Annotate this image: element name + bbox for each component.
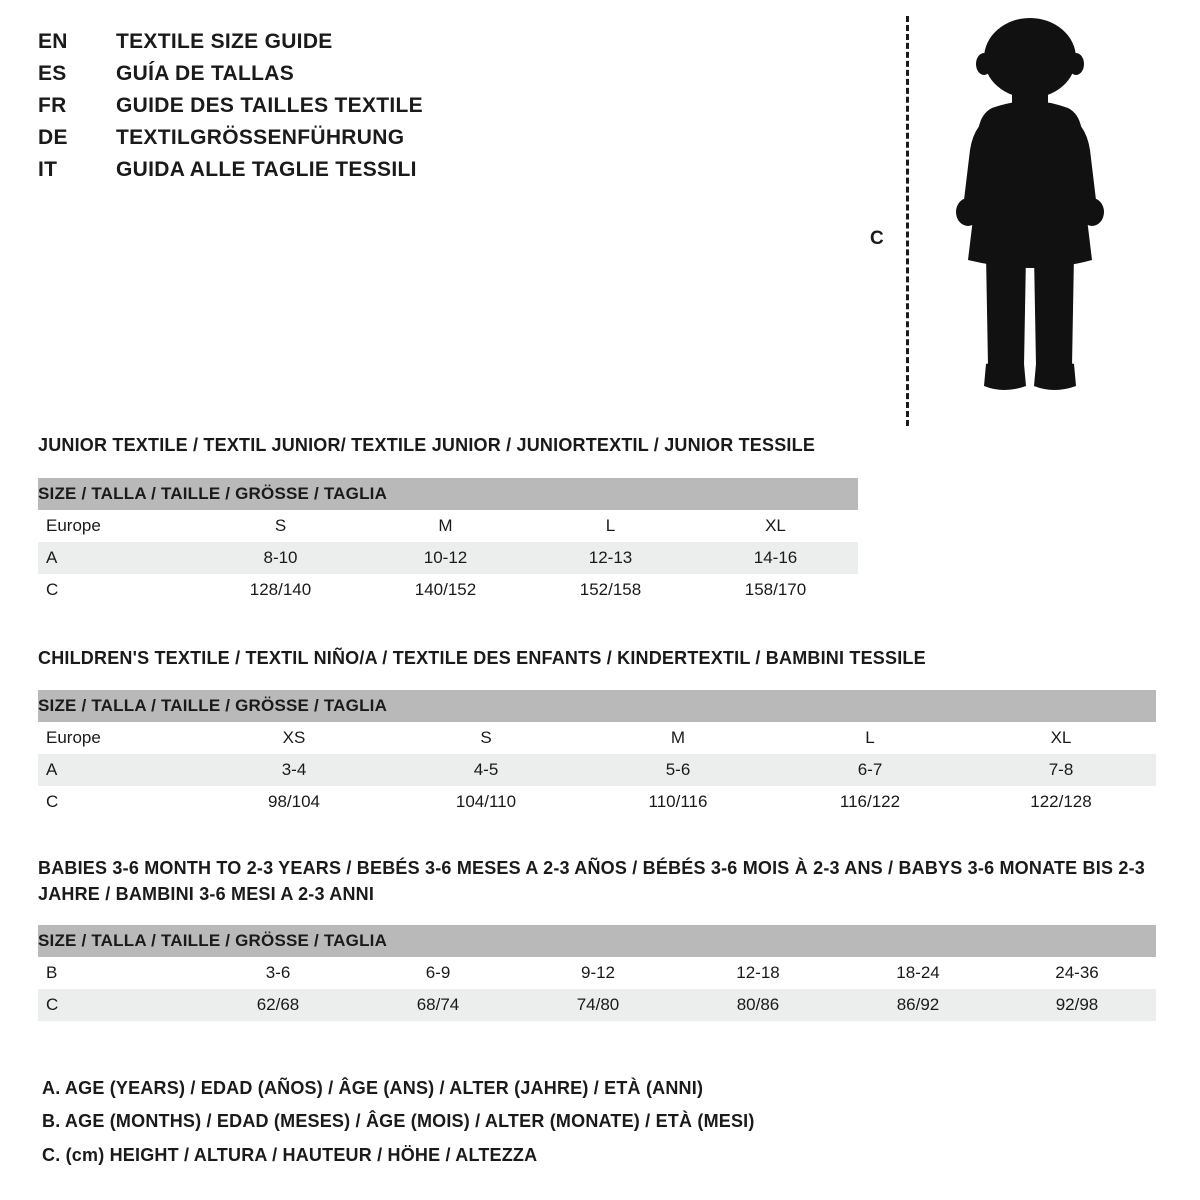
cell: 86/92 (838, 989, 998, 1021)
cell: S (390, 722, 582, 754)
legend-line-c: C. (cm) HEIGHT / ALTURA / HAUTEUR / HÖHE / ALTEZZA (42, 1144, 538, 1165)
table-babies (38, 925, 1156, 1021)
height-dashed-line (906, 16, 909, 426)
cell: 116/122 (774, 786, 966, 818)
table-banner: SIZE / TALLA / TAILLE / GRÖSSE / TAGLIA (38, 690, 1156, 722)
child-silhouette-icon (930, 16, 1130, 436)
row-label: C (38, 786, 198, 818)
table-row (38, 722, 1156, 754)
language-title: GUÍA DE TALLAS (116, 62, 295, 85)
language-code: EN (38, 30, 68, 53)
cell: M (582, 722, 774, 754)
cell: 62/68 (198, 989, 358, 1021)
cell: 18-24 (838, 957, 998, 989)
cell: 5-6 (582, 754, 774, 786)
language-title: GUIDE DES TAILLES TEXTILE (116, 94, 423, 117)
legend-line-b: B. AGE (MONTHS) / EDAD (MESES) / ÂGE (MOIS) / ALTER (MONATE) / ETÀ (MESI) (42, 1111, 755, 1132)
cell: 152/158 (528, 574, 693, 606)
cell: 10-12 (363, 542, 528, 574)
cell: 12-18 (678, 957, 838, 989)
language-row (38, 126, 658, 158)
language-title: GUIDA ALLE TAGLIE TESSILI (116, 158, 417, 181)
cell: M (363, 510, 528, 542)
language-title: TEXTILE SIZE GUIDE (116, 30, 333, 53)
measurement-figure (870, 10, 1130, 430)
language-code: DE (38, 126, 68, 149)
language-row (38, 94, 658, 126)
cell: L (774, 722, 966, 754)
row-label: B (38, 957, 198, 989)
cell: XL (693, 510, 858, 542)
section-title-junior: JUNIOR TEXTILE / TEXTIL JUNIOR/ TEXTILE JUNIOR / JUNIORTEXTIL / JUNIOR TESSILE (38, 435, 816, 455)
cell: XS (198, 722, 390, 754)
row-label: C (38, 989, 198, 1021)
language-row (38, 30, 658, 62)
table-banner: SIZE / TALLA / TAILLE / GRÖSSE / TAGLIA (38, 478, 858, 510)
legend-line-a: A. AGE (YEARS) / EDAD (AÑOS) / ÂGE (ANS) / ALTER (JAHRE) / ETÀ (ANNI) (42, 1078, 704, 1099)
table-junior (38, 478, 858, 606)
table-row (38, 989, 1156, 1021)
language-title: TEXTILGRÖSSENFÜHRUNG (116, 126, 405, 149)
table-banner: SIZE / TALLA / TAILLE / GRÖSSE / TAGLIA (38, 925, 1156, 957)
table-banner-row (38, 478, 858, 510)
cell: S (198, 510, 363, 542)
legend-block (42, 1072, 942, 1172)
language-code: ES (38, 62, 67, 85)
row-label: Europe (38, 510, 198, 542)
section-title-babies: BABIES 3-6 MONTH TO 2-3 YEARS / BEBÉS 3-6 MESES A 2-3 AÑOS / BÉBÉS 3-6 MOIS À 2-3 ANS / BABYS 3-6 MONATE BIS 2-3 JAHRE / BAMBINI 3-6 MESI A 2-3 ANNI (38, 858, 1145, 905)
cell: 24-36 (998, 957, 1156, 989)
row-label: Europe (38, 722, 198, 754)
row-label: A (38, 542, 198, 574)
table-children (38, 690, 1156, 818)
cell: 68/74 (358, 989, 518, 1021)
cell: 98/104 (198, 786, 390, 818)
cell: 110/116 (582, 786, 774, 818)
cell: 92/98 (998, 989, 1156, 1021)
cell: 140/152 (363, 574, 528, 606)
cell: 6-9 (358, 957, 518, 989)
cell: 128/140 (198, 574, 363, 606)
row-label: C (38, 574, 198, 606)
table-row (38, 957, 1156, 989)
cell: 7-8 (966, 754, 1156, 786)
table-row (38, 786, 1156, 818)
cell: L (528, 510, 693, 542)
section-title-children: CHILDREN'S TEXTILE / TEXTIL NIÑO/A / TEXTILE DES ENFANTS / KINDERTEXTIL / BAMBINI TESSILE (38, 648, 926, 668)
language-row (38, 158, 658, 190)
table-row (38, 510, 858, 542)
table-row (38, 574, 858, 606)
row-label: A (38, 754, 198, 786)
table-row (38, 542, 858, 574)
language-title-block (38, 30, 658, 190)
height-measure-label: C (870, 228, 884, 249)
cell: 122/128 (966, 786, 1156, 818)
cell: 8-10 (198, 542, 363, 574)
cell: XL (966, 722, 1156, 754)
cell: 9-12 (518, 957, 678, 989)
cell: 74/80 (518, 989, 678, 1021)
table-banner-row (38, 690, 1156, 722)
language-code: FR (38, 94, 67, 117)
cell: 104/110 (390, 786, 582, 818)
cell: 3-4 (198, 754, 390, 786)
cell: 6-7 (774, 754, 966, 786)
cell: 3-6 (198, 957, 358, 989)
language-code: IT (38, 158, 58, 181)
cell: 14-16 (693, 542, 858, 574)
cell: 158/170 (693, 574, 858, 606)
language-row (38, 62, 658, 94)
cell: 4-5 (390, 754, 582, 786)
table-row (38, 754, 1156, 786)
cell: 12-13 (528, 542, 693, 574)
cell: 80/86 (678, 989, 838, 1021)
table-banner-row (38, 925, 1156, 957)
